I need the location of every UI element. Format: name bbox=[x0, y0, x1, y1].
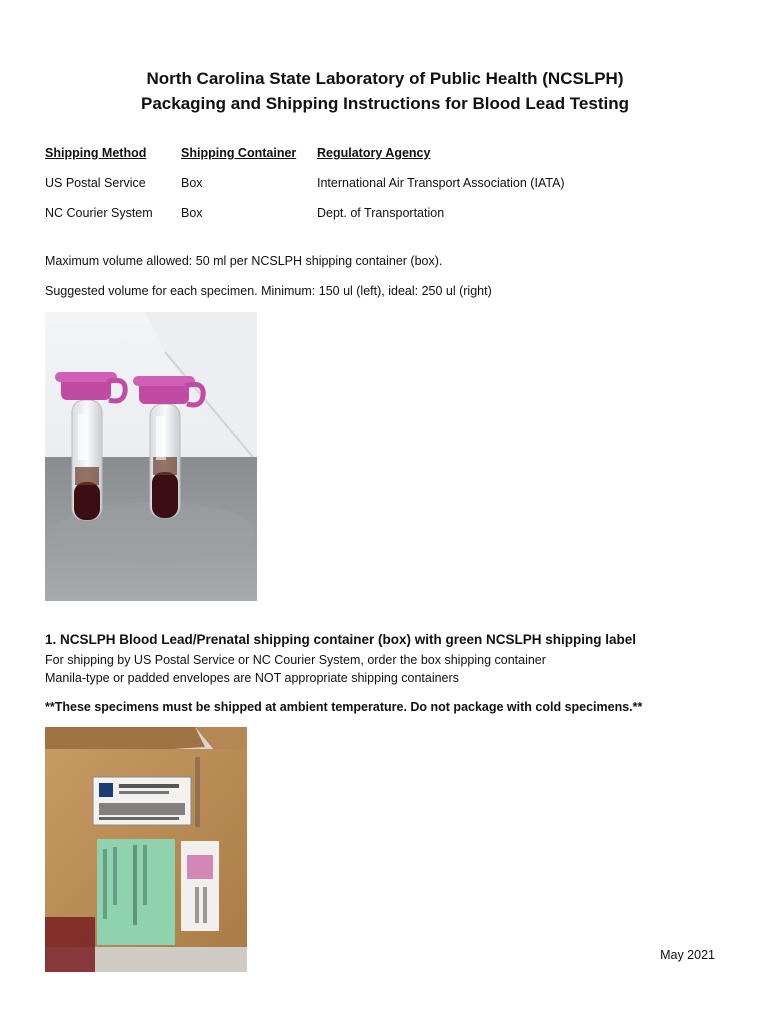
section-1-line-1: For shipping by US Postal Service or NC Courier System, order the box shipping container bbox=[45, 653, 546, 667]
ambient-temperature-warning: **These specimens must be shipped at ambient temperature. Do not package with cold specimens.** bbox=[45, 700, 643, 714]
cell-agency: Dept. of Transportation bbox=[317, 206, 445, 220]
max-volume-text: Maximum volume allowed: 50 ml per NCSLPH shipping container (box). bbox=[45, 254, 443, 268]
footer-date: May 2021 bbox=[660, 948, 715, 962]
cell-container: Box bbox=[181, 176, 203, 190]
header-shipping-container: Shipping Container bbox=[181, 146, 297, 160]
header-shipping-method: Shipping Method bbox=[45, 146, 147, 160]
section-1-line-2: Manila-type or padded envelopes are NOT appropriate shipping containers bbox=[45, 671, 459, 685]
cell-container: Box bbox=[181, 206, 203, 220]
specimen-tubes-photo bbox=[45, 312, 257, 601]
page-title-line-2: Packaging and Shipping Instructions for Blood Lead Testing bbox=[141, 94, 629, 113]
cell-method: NC Courier System bbox=[45, 206, 153, 220]
page-title-line-1: North Carolina State Laboratory of Public Health (NCSLPH) bbox=[146, 69, 624, 88]
cell-method: US Postal Service bbox=[45, 176, 146, 190]
cell-agency: International Air Transport Association (IATA) bbox=[317, 176, 565, 190]
section-1-title: 1. NCSLPH Blood Lead/Prenatal shipping container (box) with green NCSLPH shipping label bbox=[45, 632, 637, 647]
header-regulatory-agency: Regulatory Agency bbox=[317, 146, 431, 160]
suggested-volume-text: Suggested volume for each specimen. Minimum: 150 ul (left), ideal: 250 ul (right) bbox=[45, 284, 492, 298]
shipping-box-photo bbox=[45, 727, 247, 972]
